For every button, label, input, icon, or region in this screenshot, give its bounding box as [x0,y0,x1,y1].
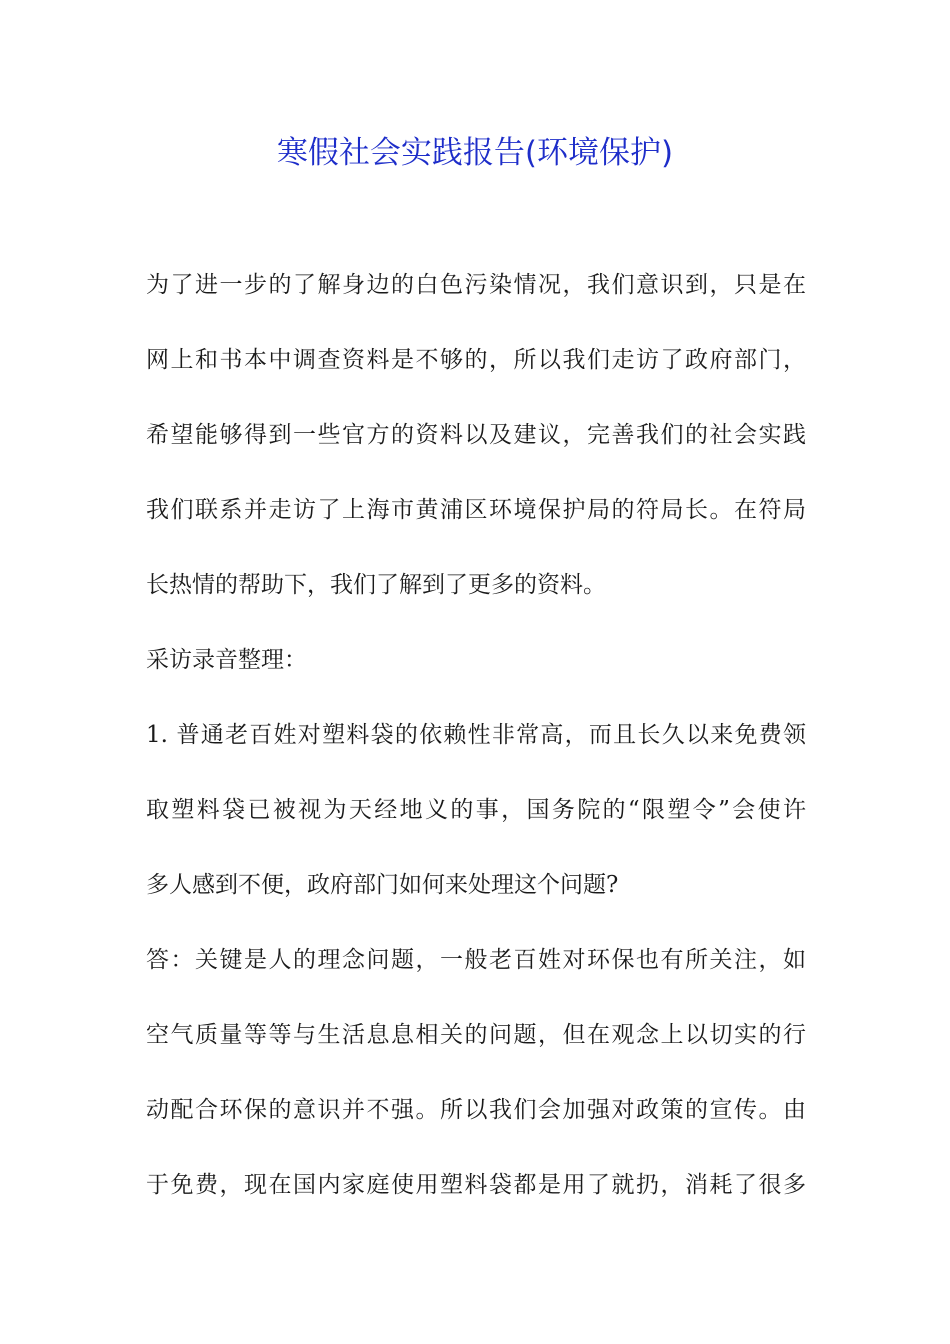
paragraph-line: 希望能够得到一些官方的资料以及建议，完善我们的社会实践 [146,422,806,448]
question-line: 取塑料袋已被视为天经地义的事，国务院的“限塑令”会使许 [146,797,806,823]
paragraph-line: 我们联系并走访了上海市黄浦区环境保护局的符局长。在符局 [146,497,806,523]
answer-line: 动配合环保的意识并不强。所以我们会加强对政策的宣传。由 [146,1097,806,1123]
section-heading: 采访录音整理： [146,647,307,673]
document-title: 寒假社会实践报告(环境保护) [276,135,674,171]
answer-line: 于免费，现在国内家庭使用塑料袋都是用了就扔，消耗了很多 [146,1172,806,1198]
answer-line: 答：关键是人的理念问题，一般老百姓对环保也有所关注，如 [146,947,806,973]
question-line: 多人感到不便，政府部门如何来处理这个问题? [146,872,619,898]
paragraph-line: 网上和书本中调查资料是不够的，所以我们走访了政府部门， [146,347,806,373]
paragraph-line: 为了进一步的了解身边的白色污染情况，我们意识到，只是在 [146,272,806,298]
paragraph-line: 长热情的帮助下，我们了解到了更多的资料。 [146,572,606,598]
question-line: 1. 普通老百姓对塑料袋的依赖性非常高，而且长久以来免费领 [146,722,806,748]
answer-line: 空气质量等等与生活息息相关的问题，但在观念上以切实的行 [146,1022,806,1048]
